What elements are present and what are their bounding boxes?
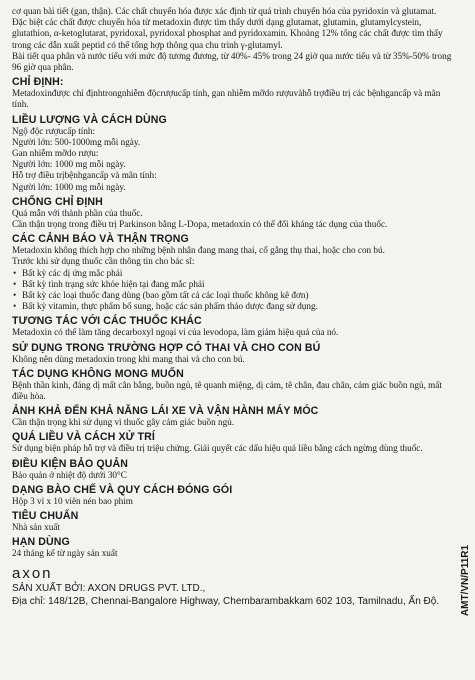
manufacturer-address: Địa chỉ: 148/12B, Chennai-Bangalore Highway, Chembarambakkam 602 103, Tamilnadu, Ấn Độ. [12, 595, 440, 607]
driving-heading: ẢNH KHẢ ĐẾN KHẢ NĂNG LÁI XE VÀ VẬN HÀNH MÁY MÓC [12, 405, 319, 418]
expiry-heading: HẠN DÙNG [12, 536, 70, 549]
warnings-heading: CÁC CẢNH BÁO VÀ THẬN TRỌNG [12, 233, 189, 246]
brand-logo: axon [12, 564, 53, 582]
packaging-text: Hộp 3 vỉ x 10 viên nén bao phim [12, 495, 133, 506]
warnings-bullet: • Bất kỳ các loại thuốc đang dùng (bao gồm tất cả các loại thuốc không kê đơn) [12, 290, 453, 301]
warnings-bullet: • Bất kỳ vitamin, thực phẩm bổ sung, hoặc các sản phẩm thảo dược đang sử dụng. [12, 301, 453, 312]
pregnancy-heading: SỬ DỤNG TRONG TRƯỜNG HỢP CÓ THAI VÀ CHO CON BÚ [12, 341, 321, 354]
contraindications-line-1: Quá mẫn với thành phần của thuốc. [12, 207, 143, 218]
standard-heading: TIÊU CHUẨN [12, 510, 79, 523]
dosage-line-6: Người lớn: 1000 mg mỗi ngày. [12, 181, 126, 192]
warnings-bullet: • Bất kỳ tình trạng sức khỏe hiện tại đang mắc phải [12, 279, 453, 290]
contraindications-heading: CHỐNG CHỈ ĐỊNH [12, 195, 103, 208]
expiry-text: 24 tháng kể từ ngày sản xuất [12, 548, 118, 559]
warnings-line-2: Trước khi sử dụng thuốc cần thông tin cho bác sĩ: [12, 256, 195, 267]
document-code-text: AMT/VN/P11R1 [460, 544, 472, 616]
intro-paragraph-1: cơ quan bài tiết (gan, thận). Các chất chuyển hóa được xác định từ quá trình chuyển hóa của pyridoxin và glutamat. Đặc biệt các chất được chuyển hóa từ metadoxin được tìm thấy dưới dạng glutamat, glutamin, glutamylcystein, glutathion, α-ketoglutarat, pyridoxal, pyridoxal phosphat and pyridoxamin. Khoảng 12% tổng các chất được tìm thấy trong các dẫn xuất peptid có thể tổng hợp thông qua chu trình γ-glutamyl. [12, 6, 443, 50]
pregnancy-text: Không nên dùng metadoxin trong khi mang thai và cho con bú. [12, 353, 245, 364]
storage-text: Bảo quản ở nhiệt độ dưới 30°C [12, 469, 127, 480]
driving-text: Cần thận trọng khi sử dụng vì thuốc gây cảm giác buồn ngủ. [12, 417, 235, 428]
dosage-line-1: Ngộ độc rượucấp tính: [12, 125, 96, 136]
indications-text: Metadoxinđược chỉ địnhtrongnhiễm độcrượucấp tính, gan nhiễm mỡdo rượuvàhỗ trợđiều trị các bệnhgancấp và mãn tính. [12, 88, 441, 110]
standard-text: Nhà sản xuất [12, 522, 60, 533]
overdose-text: Sử dụng biện pháp hỗ trợ và điều trị triệu chứng. Giải quyết các dấu hiệu quá liều bằng cách ngừng dùng thuốc. [12, 443, 423, 454]
dosage-heading: LIỀU LƯỢNG VÀ CÁCH DÙNG [12, 113, 167, 126]
interactions-heading: TƯƠNG TÁC VỚI CÁC THUỐC KHÁC [12, 315, 202, 328]
dosage-line-5: Hỗ trợ điều trịbệnhgancấp và mãn tính: [12, 170, 157, 181]
storage-heading: ĐIỀU KIỆN BẢO QUẢN [12, 457, 128, 470]
dosage-line-2: Người lớn: 500-1000mg mỗi ngày. [12, 136, 141, 147]
warnings-bullet: • Bất kỳ các dị ứng mắc phải [12, 268, 453, 279]
warnings-bullet-list [12, 268, 453, 313]
side-effects-heading: TÁC DỤNG KHÔNG MONG MUỐN [12, 367, 184, 380]
packaging-heading: DẠNG BÀO CHẾ VÀ QUY CÁCH ĐÓNG GÓI [12, 483, 233, 496]
indications-heading: CHỈ ĐỊNH: [12, 76, 64, 89]
intro-paragraph-2: Bài tiết qua phân và nước tiểu với mức độ tương đương, từ 40%- 45% trong 24 giờ qua nước tiểu và từ 35%-50% trong 96 giờ qua phân. [12, 50, 452, 73]
document-code [459, 520, 473, 640]
dosage-line-4: Người lớn: 1000 mg mỗi ngày. [12, 159, 126, 170]
overdose-heading: QUÁ LIỀU VÀ CÁCH XỬ TRÍ [12, 431, 155, 444]
interactions-text: Metadoxin có thể làm tăng decarboxyl ngoại vi của levodopa, làm giảm hiệu quả của nó. [12, 327, 339, 338]
manufacturer-line: SẢN XUẤT BỞI: AXON DRUGS PVT. LTD., [12, 582, 206, 594]
contraindications-line-2: Cần thận trọng trong điều trị Parkinson bằng L-Dopa, metadoxin có thể đối kháng tác dụng của thuốc. [12, 219, 388, 230]
dosage-line-3: Gan nhiễm mỡdo rượu: [12, 148, 99, 159]
side-effects-text: Bệnh thần kinh, đáng dị mất cân bằng, buồn ngủ, tê quanh miệng, dị cảm, tê chân, đau chân, cảm giác buồn ngủ, mất điều hòa. [12, 379, 442, 402]
warnings-line-1: Metadoxin không thích hợp cho những bệnh nhân đang mang thai, cố gắng thụ thai, hoặc cho con bú. [12, 245, 385, 256]
